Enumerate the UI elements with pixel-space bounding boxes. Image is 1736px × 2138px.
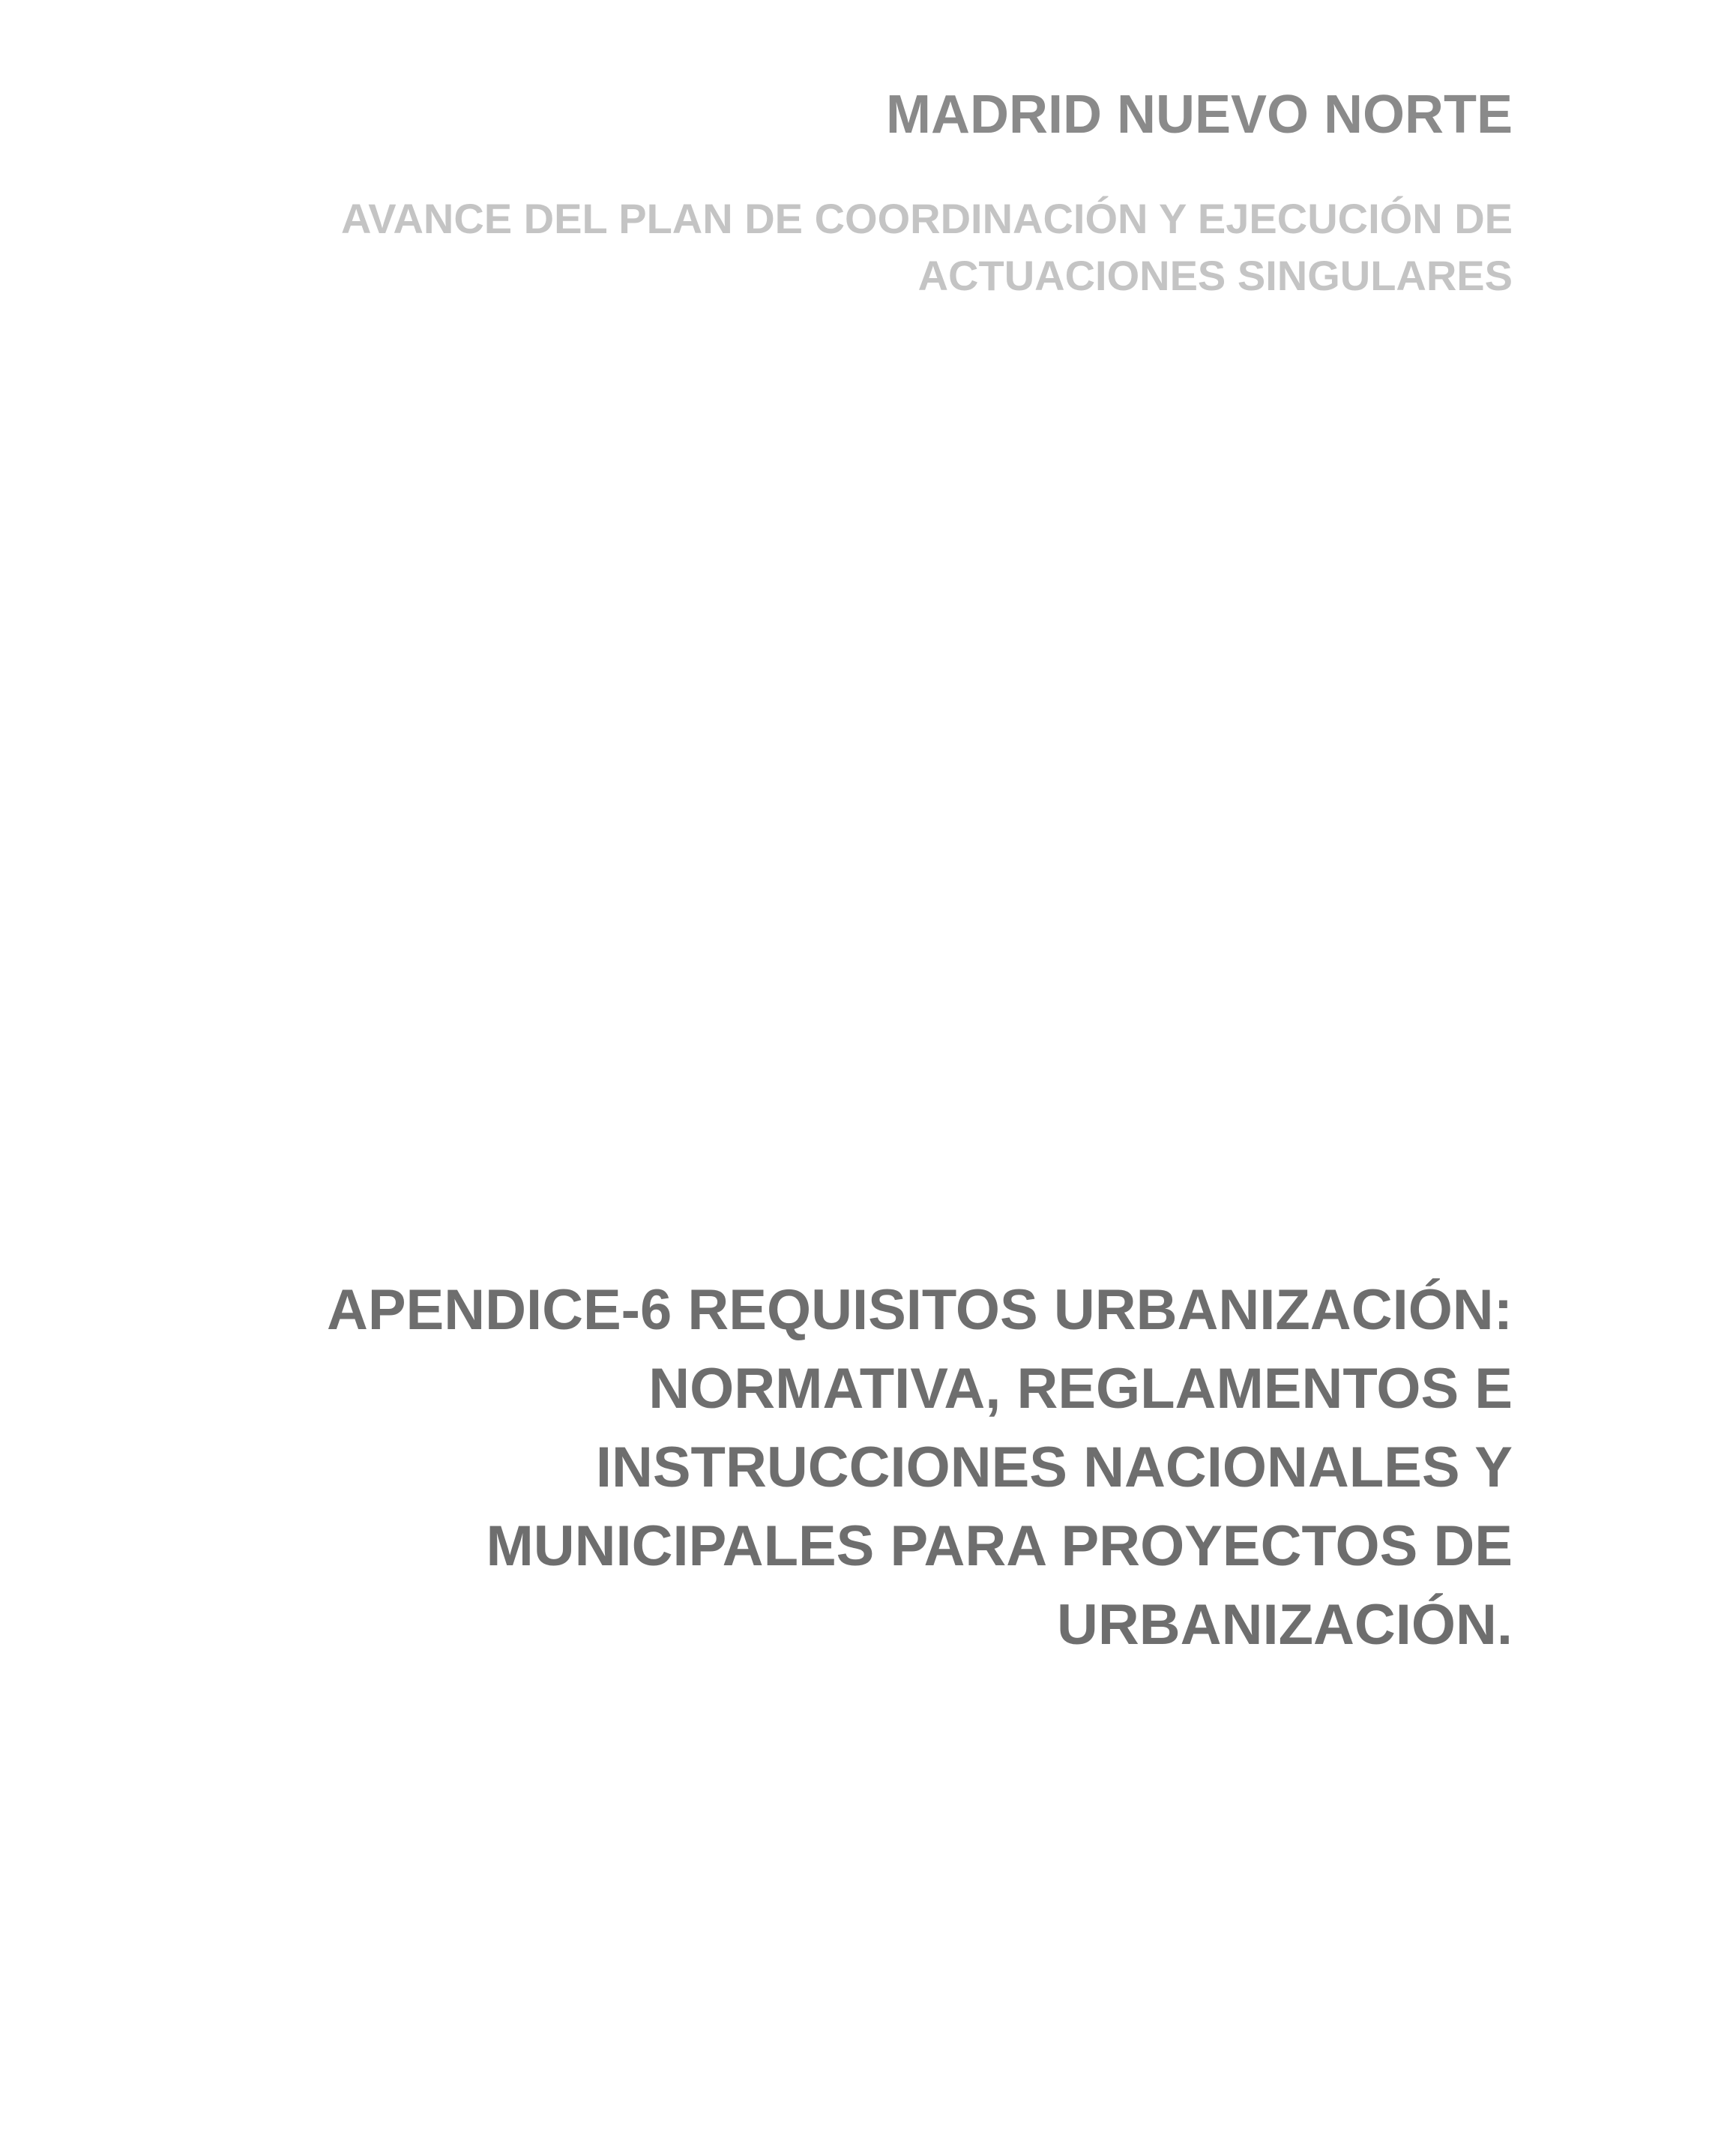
appendix-heading-block — [193, 1271, 1513, 1664]
project-title: MADRID NUEVO NORTE — [885, 85, 1513, 145]
appendix-title-line-3: INSTRUCCIONES NACIONALES Y — [595, 1436, 1513, 1499]
document-header — [193, 81, 1513, 304]
appendix-title — [193, 1271, 1513, 1664]
appendix-title-line-2: NORMATIVA, REGLAMENTOS E — [648, 1357, 1513, 1421]
appendix-title-line-5: URBANIZACIÓN. — [1057, 1593, 1513, 1657]
appendix-title-line-4: MUNICIPALES PARA PROYECTOS DE — [486, 1514, 1513, 1578]
document-subtitle — [193, 190, 1513, 304]
subtitle-line-2: ACTUACIONES SINGULARES — [917, 252, 1513, 299]
subtitle-line-1: AVANCE DEL PLAN DE COORDINACIÓN Y EJECUCIÓN DE — [340, 195, 1513, 242]
appendix-title-line-1: APENDICE-6 REQUISITOS URBANIZACIÓN: — [326, 1278, 1513, 1342]
